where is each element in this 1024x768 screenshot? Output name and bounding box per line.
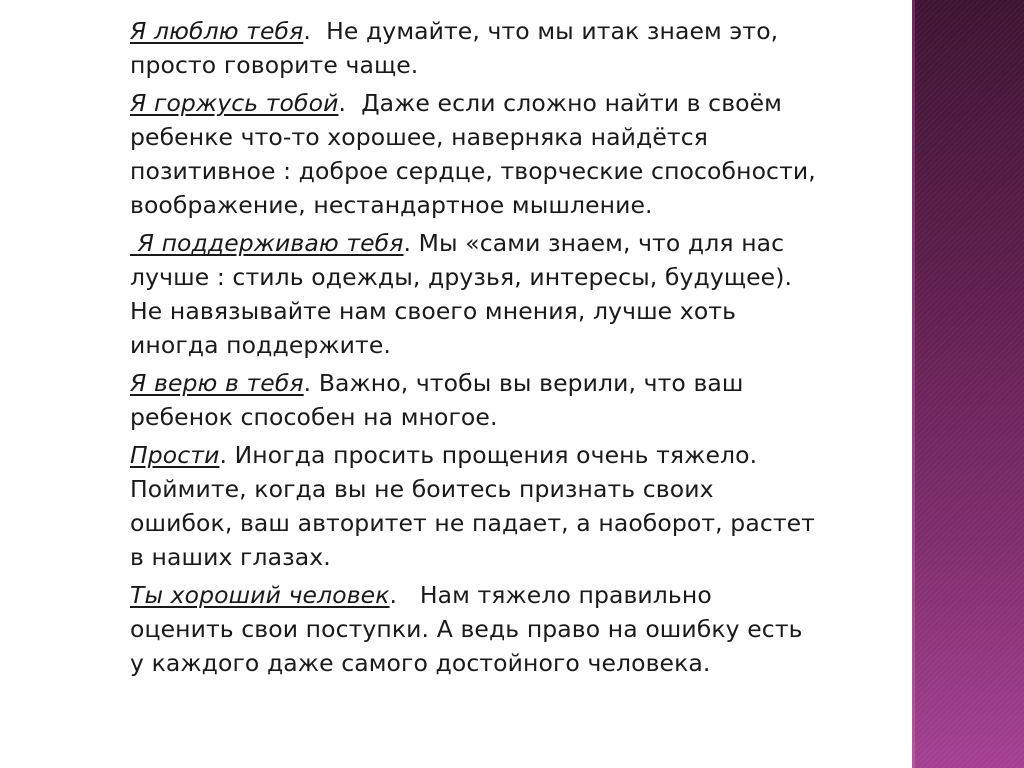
paragraph-body: Не думайте, что мы итак знаем это, просто говорите чаще. — [130, 17, 779, 79]
paragraph-body: Мы «сами знаем, что для нас лучше : стиль одежды, друзья, интересы, будущее). Не навязывайте нам своего мнения, лучше хоть иногда поддержите. — [130, 229, 793, 359]
paragraph-lead: Ты хороший человек — [130, 581, 390, 609]
paragraph-lead: Я люблю тебя — [130, 17, 304, 45]
paragraph-punct: . — [338, 89, 362, 117]
paragraph-sorry — [130, 438, 820, 574]
decorative-side-band-edge — [912, 0, 915, 768]
paragraph-body: Нам тяжело правильно оценить свои поступки. А ведь право на ошибку есть у каждого даже самого достойного человека. — [130, 581, 803, 677]
paragraph-lead: Я горжусь тобой — [130, 89, 339, 117]
paragraph-love — [130, 14, 820, 82]
paragraph-punct: . — [219, 441, 235, 469]
decorative-side-band — [912, 0, 1024, 768]
paragraph-punct: . — [403, 229, 419, 257]
paragraph-support — [130, 226, 820, 362]
paragraph-punct: . — [303, 369, 319, 397]
paragraph-punct: . — [303, 17, 327, 45]
paragraph-body: Важно, чтобы вы верили, что ваш ребенок способен на многое. — [130, 369, 744, 431]
paragraph-lead: Я поддерживаю тебя — [130, 229, 404, 257]
paragraph-punct: . — [389, 581, 420, 609]
paragraph-lead: Я верю в тебя — [130, 369, 304, 397]
paragraph-body: Даже если сложно найти в своём ребенке что-то хорошее, наверняка найдётся позитивное : доброе сердце, творческие способности, воображение, нестандартное мышление. — [130, 89, 816, 219]
slide-text — [130, 14, 820, 684]
paragraph-believe — [130, 366, 820, 434]
paragraph-body: Иногда просить прощения очень тяжело. Поймите, когда вы не боитесь признать своих ошибок, ваш авторитет не падает, а наоборот, растет в наших глазах. — [130, 441, 815, 571]
paragraph-lead: Прости — [130, 441, 220, 469]
paragraph-good-person — [130, 578, 820, 680]
paragraph-proud — [130, 86, 820, 222]
